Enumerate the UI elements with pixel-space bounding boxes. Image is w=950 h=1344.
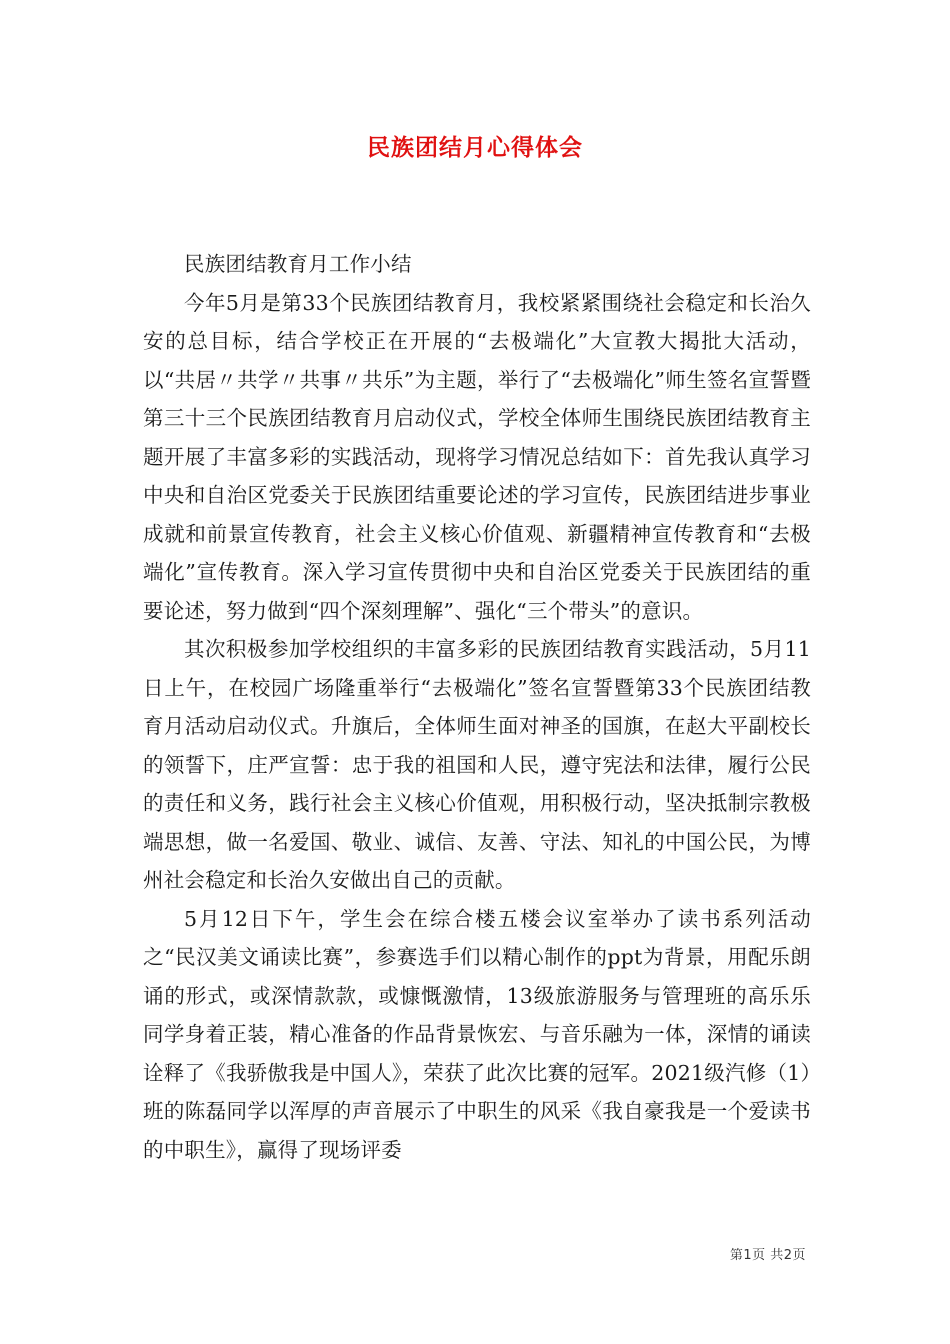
paragraph: 5月12日下午，学生会在综合楼五楼会议室举办了读书系列活动之“民汉美文诵读比赛”，参赛选手们以精心制作的ppt为背景，用配乐朗诵的形式，或深情款款，或慷慨激情，13级旅游服务与管理班的高乐乐同学身着正装，精心准备的作品背景恢宏、与音乐融为一体，深情的诵读诠释了《我骄傲我是中国人》，荣获了此次比赛的冠军。2021级汽修（1）班的陈磊同学以浑厚的声音展示了中职生的风采《我自豪我是一个爱读书的中职生》，赢得了现场评委	[143, 906, 811, 1162]
document-body	[143, 245, 811, 1169]
document-title: 民族团结月心得体会	[367, 135, 583, 161]
paragraph-subtitle: 民族团结教育月工作小结	[184, 252, 412, 276]
paragraph: 今年5月是第33个民族团结教育月，我校紧紧围绕社会稳定和长治久安的总目标，结合学校正在开展的“去极端化”大宣教大揭批大活动，以“共居〃共学〃共事〃共乐”为主题，举行了“去极端化”师生签名宣誓暨第三十三个民族团结教育月启动仪式，学校全体师生围绕民族团结教育主题开展了丰富多彩的实践活动，现将学习情况总结如下：首先我认真学习中央和自治区党委关于民族团结重要论述的学习宣传，民族团结进步事业成就和前景宣传教育，社会主义核心价值观、新疆精神宣传教育和“去极端化”宣传教育。深入学习宣传贯彻中央和自治区党委关于民族团结的重要论述，努力做到“四个深刻理解”、强化“三个带头”的意识。	[143, 290, 811, 623]
paragraph: 其次积极参加学校组织的丰富多彩的民族团结教育实践活动，5月11日上午，在校园广场隆重举行“去极端化”签名宣誓暨第33个民族团结教育月活动启动仪式。升旗后，全体师生面对神圣的国旗，在赵大平副校长的领誓下，庄严宣誓：忠于我的祖国和人民，遵守宪法和法律，履行公民的责任和义务，践行社会主义核心价值观，用积极行动，坚决抵制宗教极端思想，做一名爱国、敬业、诚信、友善、守法、知礼的中国公民，为博州社会稳定和长治久安做出自己的贡献。	[143, 637, 811, 892]
page-number-indicator: 第1页 共2页	[729, 1248, 806, 1263]
